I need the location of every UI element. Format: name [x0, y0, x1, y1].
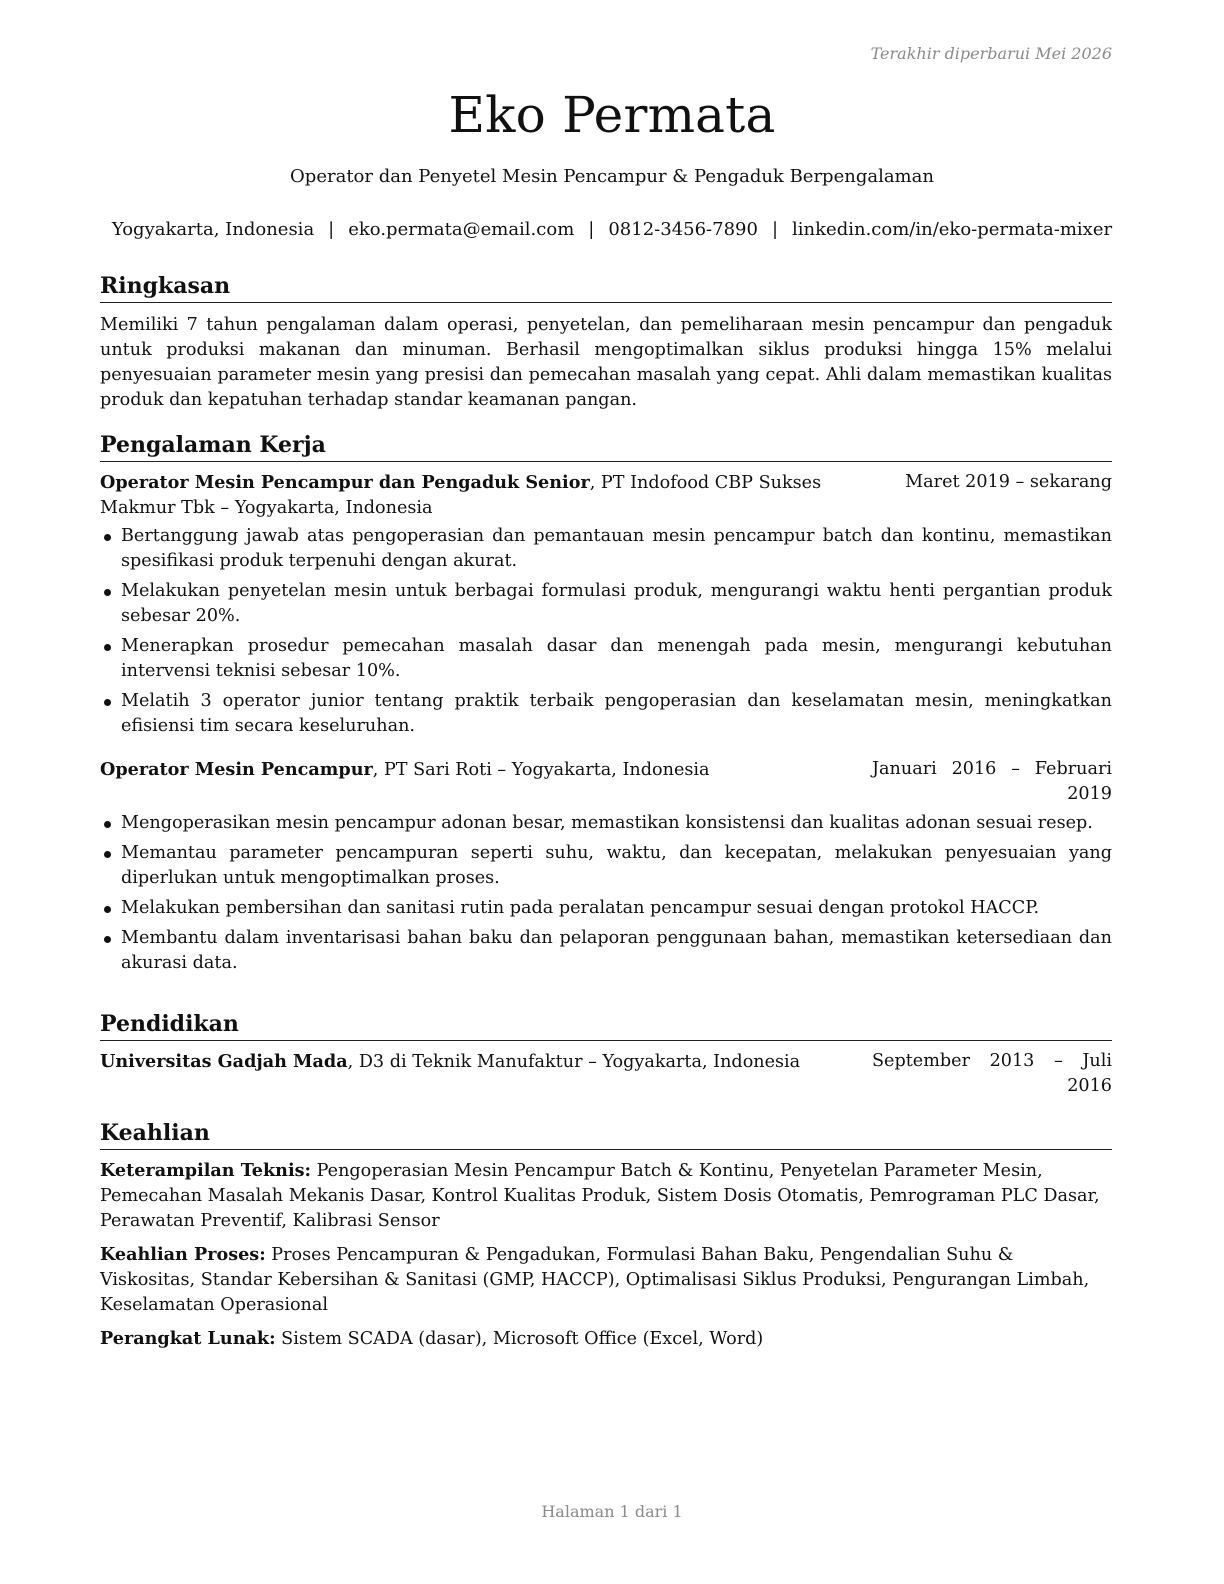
skills-heading: Keahlian	[100, 1119, 1112, 1150]
summary-text: Memiliki 7 tahun pengalaman dalam operasi, penyetelan, dan pemeliharaan mesin pencampur dan pengaduk untuk produksi makanan dan minuman. Berhasil mengoptimalkan siklus produksi hingga 15% melalui penyesuaian parameter mesin yang presisi dan pemecahan masalah yang cepat. Ahli dalam memastikan kualitas produk dan kepatuhan terhadap standar keamanan pangan.	[100, 315, 1112, 410]
contact-email[interactable]: eko.permata@email.com	[348, 219, 575, 240]
job-bullet: Memantau parameter pencampuran seperti suhu, waktu, dan kecepatan, melakukan penyesuaian yang diperlukan untuk mengoptimalkan proses.	[100, 841, 1112, 891]
job-entry	[100, 470, 1112, 739]
skill-group-label: Perangkat Lunak:	[100, 1328, 276, 1349]
job-title: Operator Mesin Pencampur dan Pengaduk Senior	[100, 472, 590, 493]
job-bullets	[100, 811, 1112, 976]
candidate-name: Eko Permata	[448, 86, 776, 144]
skill-group-label: Keterampilan Teknis:	[100, 1160, 312, 1181]
contact-separator: |	[588, 219, 595, 240]
contact-separator: |	[771, 219, 779, 240]
job-bullet: Membantu dalam inventarisasi bahan baku dan pelaporan penggunaan bahan, memastikan ketersediaan dan akurasi data.	[100, 926, 1112, 976]
last-updated-note: Terakhir diperbarui Mei 2026	[870, 44, 1112, 63]
education-line	[100, 1049, 890, 1075]
job-bullet: Bertanggung jawab atas pengoperasian dan pemantauan mesin pencampur batch dan kontinu, memastikan spesifikasi produk terpenuhi dengan akurat.	[100, 524, 1112, 574]
contact-linkedin[interactable]: linkedin.com/in/eko-permata-mixer	[792, 219, 1113, 240]
skill-group-label: Keahlian Proses:	[100, 1244, 266, 1265]
job-dates: Januari 2016 – Februari 2019	[872, 759, 1112, 804]
skill-group-text: Pengoperasian Mesin Pencampur Batch & Kontinu, Penyetelan Parameter Mesin, Pemecahan Masalah Mekanis Dasar, Kontrol Kualitas Produk, Sistem Dosis Otomatis, Pemrograman PLC Dasar, Perawatan Preventif, Kalibrasi Sensor	[100, 1161, 1100, 1231]
page-footer: Halaman 1 dari 1	[541, 1502, 683, 1521]
contact-location: Yogyakarta, Indonesia	[111, 219, 315, 240]
summary-heading: Ringkasan	[100, 272, 1112, 303]
experience-section	[100, 431, 1112, 981]
job-bullet: Menerapkan prosedur pemecahan masalah dasar dan menengah pada mesin, mengurangi kebutuhan intervensi teknisi sebesar 10%.	[100, 634, 1112, 684]
job-company: , PT Sari Roti – Yogyakarta, Indonesia	[372, 760, 710, 780]
skill-group-text: Sistem SCADA (dasar), Microsoft Office (Excel, Word)	[275, 1329, 764, 1349]
education-school: Universitas Gadjah Mada	[100, 1051, 348, 1072]
job-title: Operator Mesin Pencampur	[100, 759, 373, 780]
experience-heading: Pengalaman Kerja	[100, 431, 1112, 462]
job-dates: Maret 2019 – sekarang	[905, 472, 1112, 492]
job-header	[100, 470, 1112, 521]
skill-group	[100, 1242, 1112, 1318]
job-title-line	[100, 470, 890, 521]
education-heading: Pendidikan	[100, 1010, 1112, 1041]
job-bullet: Melatih 3 operator junior tentang praktik terbaik pengoperasian dan keselamatan mesin, meningkatkan efisiensi tim secara keseluruhan.	[100, 689, 1112, 739]
job-title-line	[100, 757, 890, 783]
job-bullet: Melakukan pembersihan dan sanitasi rutin pada peralatan pencampur sesuai dengan protokol HACCP.	[100, 896, 1112, 921]
education-entry	[100, 1049, 1112, 1096]
skills-section	[100, 1119, 1112, 1352]
contact-phone: 0812-3456-7890	[608, 219, 758, 240]
education-detail: , D3 di Teknik Manufaktur – Yogyakarta, Indonesia	[347, 1052, 801, 1072]
job-entry	[100, 757, 1112, 976]
job-bullets	[100, 524, 1112, 739]
contact-line	[0, 219, 1224, 240]
skill-group	[100, 1326, 1112, 1352]
job-bullet: Mengoperasikan mesin pencampur adonan besar, memastikan konsistensi dan kualitas adonan sesuai resep.	[100, 811, 1112, 836]
job-company: , PT Indofood CBP Sukses Makmur Tbk – Yogyakarta, Indonesia	[100, 473, 822, 518]
job-bullet: Melakukan penyetelan mesin untuk berbagai formulasi produk, mengurangi waktu henti pergantian produk sebesar 20%.	[100, 579, 1112, 629]
education-section	[100, 1010, 1112, 1096]
education-dates: September 2013 – Juli 2016	[872, 1051, 1112, 1096]
summary-section	[100, 272, 1112, 413]
contact-separator: |	[328, 219, 335, 240]
skill-group	[100, 1158, 1112, 1234]
candidate-tagline: Operator dan Penyetel Mesin Pencampur & Pengaduk Berpengalaman	[290, 166, 934, 187]
job-header	[100, 757, 1112, 804]
skill-group-text: Proses Pencampuran & Pengadukan, Formulasi Bahan Baku, Pengendalian Suhu & Viskositas, Standar Kebersihan & Sanitasi (GMP, HACCP), Optimalisasi Siklus Produksi, Pengurangan Limbah, Keselamatan Operasional	[100, 1245, 1090, 1315]
